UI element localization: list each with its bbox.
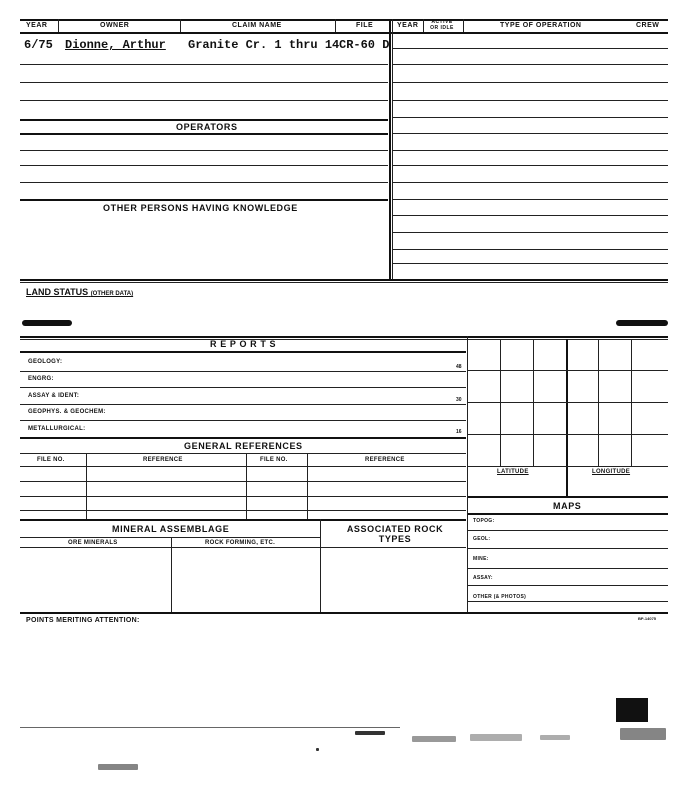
scan-speckle bbox=[98, 764, 138, 770]
row-line bbox=[20, 165, 388, 166]
report-geology: GEOLOGY: bbox=[28, 359, 63, 365]
row-line bbox=[392, 82, 668, 83]
row-line bbox=[20, 64, 388, 65]
header-bottom-rule bbox=[20, 32, 668, 34]
latitude-label: LATITUDE bbox=[497, 469, 529, 475]
left-right-divider bbox=[389, 19, 391, 279]
row-line bbox=[468, 585, 668, 586]
report-assay: ASSAY & IDENT: bbox=[28, 393, 80, 399]
scan-speckle bbox=[316, 748, 319, 751]
scan-speckle bbox=[620, 728, 666, 740]
scan-artifact-line bbox=[20, 727, 400, 728]
map-other: OTHER (& PHOTOS) bbox=[473, 594, 527, 600]
grid-line bbox=[566, 339, 568, 496]
ref-col-reference-2: REFERENCE bbox=[365, 457, 405, 463]
entry-file: CR-60 D bbox=[339, 38, 390, 52]
other-persons-heading: OTHER PERSONS HAVING KNOWLEDGE bbox=[103, 203, 298, 213]
longitude-label: LONGITUDE bbox=[592, 469, 631, 475]
row-line bbox=[392, 215, 668, 216]
land-status-sublabel: (OTHER DATA) bbox=[90, 291, 134, 297]
upper-section-bottom-rule bbox=[20, 279, 668, 281]
grid-line bbox=[468, 434, 668, 435]
reports-top-rule bbox=[20, 336, 668, 338]
row-line bbox=[392, 182, 668, 183]
maps-heading: MAPS bbox=[553, 501, 582, 511]
row-line bbox=[392, 199, 668, 200]
header-active-idle: ACTIVE OR IDLE bbox=[430, 19, 454, 31]
header-crew: CREW bbox=[636, 22, 660, 29]
header-owner: OWNER bbox=[100, 22, 130, 29]
grid-line bbox=[468, 370, 668, 371]
top-rule bbox=[20, 19, 668, 21]
divider bbox=[180, 19, 181, 32]
divider bbox=[463, 19, 464, 32]
entry-owner: Dionne, Arthur bbox=[65, 38, 166, 52]
grid-line bbox=[468, 402, 668, 403]
row-line bbox=[392, 165, 668, 166]
row-line bbox=[392, 263, 668, 264]
row-line bbox=[392, 48, 668, 49]
scan-speckle bbox=[412, 736, 456, 742]
ref-col-file-no: FILE NO. bbox=[37, 457, 65, 463]
mineral-sub-rule bbox=[20, 537, 320, 538]
divider bbox=[171, 537, 172, 612]
other-persons-top-rule bbox=[20, 199, 388, 201]
row-line bbox=[392, 117, 668, 118]
operators-heading: OPERATORS bbox=[176, 122, 238, 132]
form-code: BP-14075 bbox=[638, 616, 657, 621]
left-right-divider-inner bbox=[392, 19, 393, 279]
general-references-heading: GENERAL REFERENCES bbox=[184, 441, 303, 451]
points-meriting-attention: POINTS MERITING ATTENTION: bbox=[26, 617, 140, 624]
reports-heading: R E P O R T S bbox=[210, 339, 277, 349]
scan-speckle bbox=[540, 735, 570, 740]
scan-speckle bbox=[355, 731, 385, 735]
mineral-header-rule bbox=[20, 547, 466, 548]
row-line bbox=[20, 420, 466, 421]
divider bbox=[320, 519, 321, 612]
header-year-2: YEAR bbox=[397, 22, 419, 29]
header-file: FILE bbox=[356, 22, 374, 29]
report-assay-num: 30 bbox=[456, 397, 462, 403]
row-line bbox=[392, 133, 668, 134]
report-geology-num: 48 bbox=[456, 364, 462, 370]
divider bbox=[423, 19, 424, 32]
maps-header-rule bbox=[468, 513, 668, 515]
row-line bbox=[20, 387, 466, 388]
row-line bbox=[20, 404, 466, 405]
report-engrg: ENGRG: bbox=[28, 376, 54, 382]
row-line bbox=[468, 601, 668, 602]
map-topog: TOPOG: bbox=[473, 518, 495, 524]
row-line bbox=[20, 150, 388, 151]
entry-claim-name: Granite Cr. 1 thru 14 bbox=[188, 38, 340, 52]
reports-header-rule bbox=[20, 351, 466, 353]
row-line bbox=[392, 249, 668, 250]
mineral-top-rule bbox=[20, 519, 466, 521]
scan-artifact-blot bbox=[616, 698, 648, 722]
entry-year: 6/75 bbox=[24, 38, 53, 52]
grid-line bbox=[468, 466, 668, 467]
operators-top-rule bbox=[20, 119, 388, 121]
scan-speckle bbox=[470, 734, 522, 741]
row-line bbox=[20, 371, 466, 372]
row-line bbox=[20, 182, 388, 183]
reports-top-rule-2 bbox=[20, 339, 668, 340]
ref-col-reference: REFERENCE bbox=[143, 457, 183, 463]
row-line bbox=[392, 100, 668, 101]
divider bbox=[246, 453, 247, 519]
row-line bbox=[20, 82, 388, 83]
divider bbox=[86, 453, 87, 519]
row-line bbox=[468, 548, 668, 549]
reports-right-divider bbox=[467, 336, 468, 612]
divider bbox=[307, 453, 308, 519]
report-metallurgical: METALLURGICAL: bbox=[28, 426, 86, 432]
land-status-heading bbox=[26, 287, 133, 297]
ref-col-file-no-2: FILE NO. bbox=[260, 457, 288, 463]
ink-smudge bbox=[616, 320, 668, 326]
mineral-assemblage-heading: MINERAL ASSEMBLAGE bbox=[112, 524, 230, 534]
row-line bbox=[392, 150, 668, 151]
row-line bbox=[392, 64, 668, 65]
map-assay: ASSAY: bbox=[473, 575, 493, 581]
upper-section-bottom-rule-2 bbox=[20, 282, 668, 283]
ore-minerals-label: ORE MINERALS bbox=[68, 540, 118, 546]
rock-forming-label: ROCK FORMING, ETC. bbox=[205, 540, 276, 546]
row-line bbox=[392, 232, 668, 233]
associated-rock-types-heading: ASSOCIATED ROCK TYPES bbox=[346, 524, 444, 544]
general-references-top-rule bbox=[20, 437, 466, 439]
ink-smudge bbox=[22, 320, 72, 326]
header-type-of-operation: TYPE OF OPERATION bbox=[500, 22, 582, 29]
divider bbox=[335, 19, 336, 32]
land-status-label: LAND STATUS bbox=[26, 287, 89, 297]
maps-top-rule bbox=[468, 496, 668, 498]
map-mine: MINE: bbox=[473, 556, 489, 562]
divider bbox=[58, 19, 59, 32]
row-line bbox=[20, 100, 388, 101]
row-line bbox=[468, 568, 668, 569]
row-line bbox=[468, 530, 668, 531]
report-metallurgical-num: 16 bbox=[456, 429, 462, 435]
header-claim-name: CLAIM NAME bbox=[232, 22, 282, 29]
lower-section-bottom-rule bbox=[20, 612, 668, 614]
operators-rule bbox=[20, 133, 388, 135]
map-geol: GEOL: bbox=[473, 536, 491, 542]
report-geophys: GEOPHYS. & GEOCHEM: bbox=[28, 409, 106, 415]
header-year: YEAR bbox=[26, 22, 48, 29]
